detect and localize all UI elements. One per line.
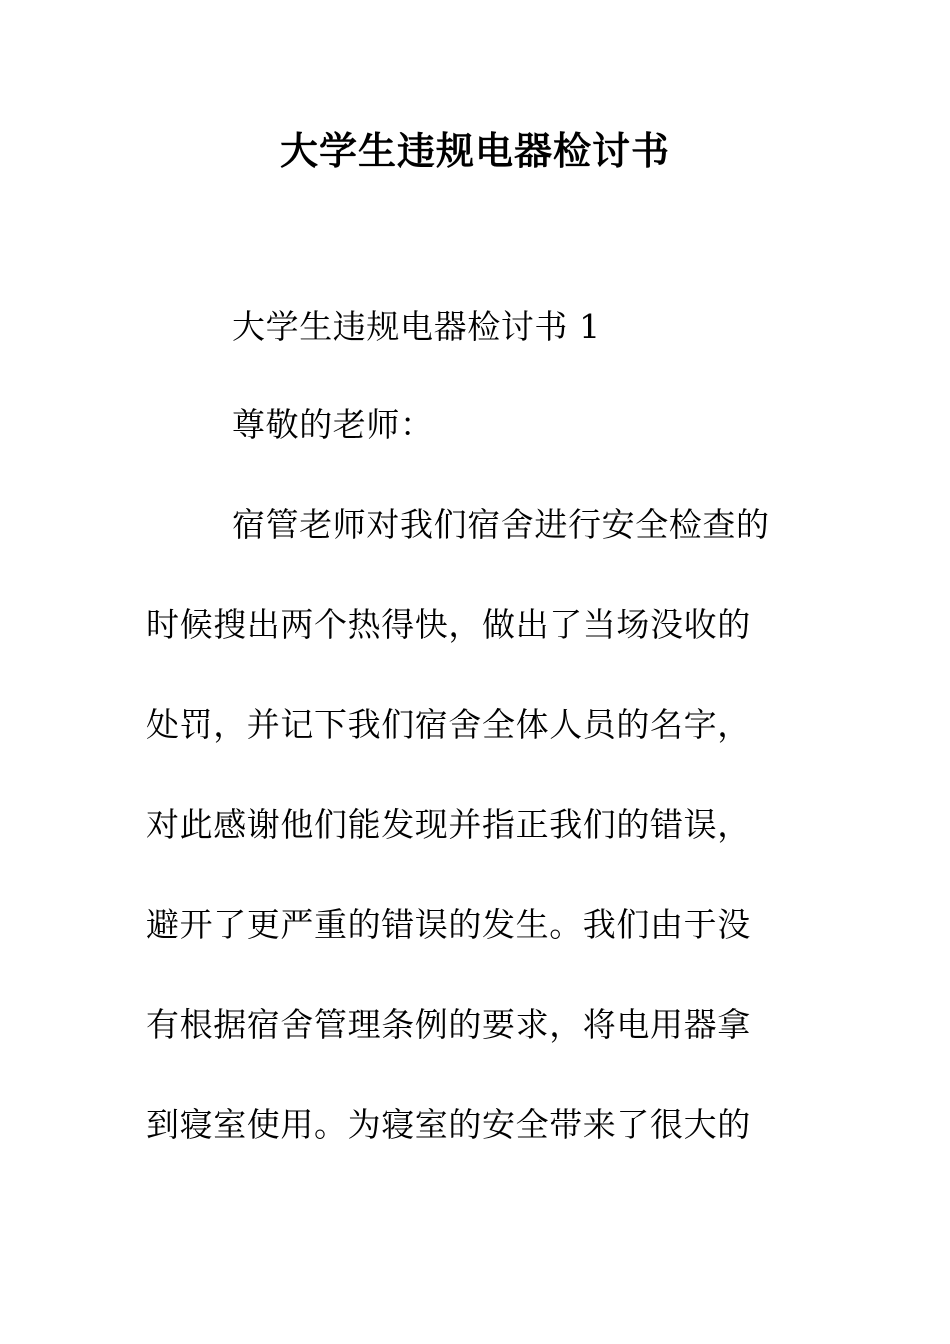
body-line-3: 处罚，并记下我们宿舍全体人员的名字， [146,705,751,744]
document-title: 大学生违规电器检讨书 [279,129,670,173]
body-line-5: 避开了更严重的错误的发生。我们由于没 [146,905,751,944]
section-heading: 大学生违规电器检讨书 1 [232,307,601,346]
body-line-2: 时候搜出两个热得快，做出了当场没收的 [146,605,751,644]
body-line-6: 有根据宿舍管理条例的要求，将电用器拿 [146,1005,751,1044]
salutation: 尊敬的老师： [232,405,434,444]
body-line-7: 到寝室使用。为寝室的安全带来了很大的 [146,1105,751,1144]
body-line-4: 对此感谢他们能发现并指正我们的错误， [146,805,751,844]
body-line-1: 宿管老师对我们宿舍进行安全检查的 [232,505,770,544]
